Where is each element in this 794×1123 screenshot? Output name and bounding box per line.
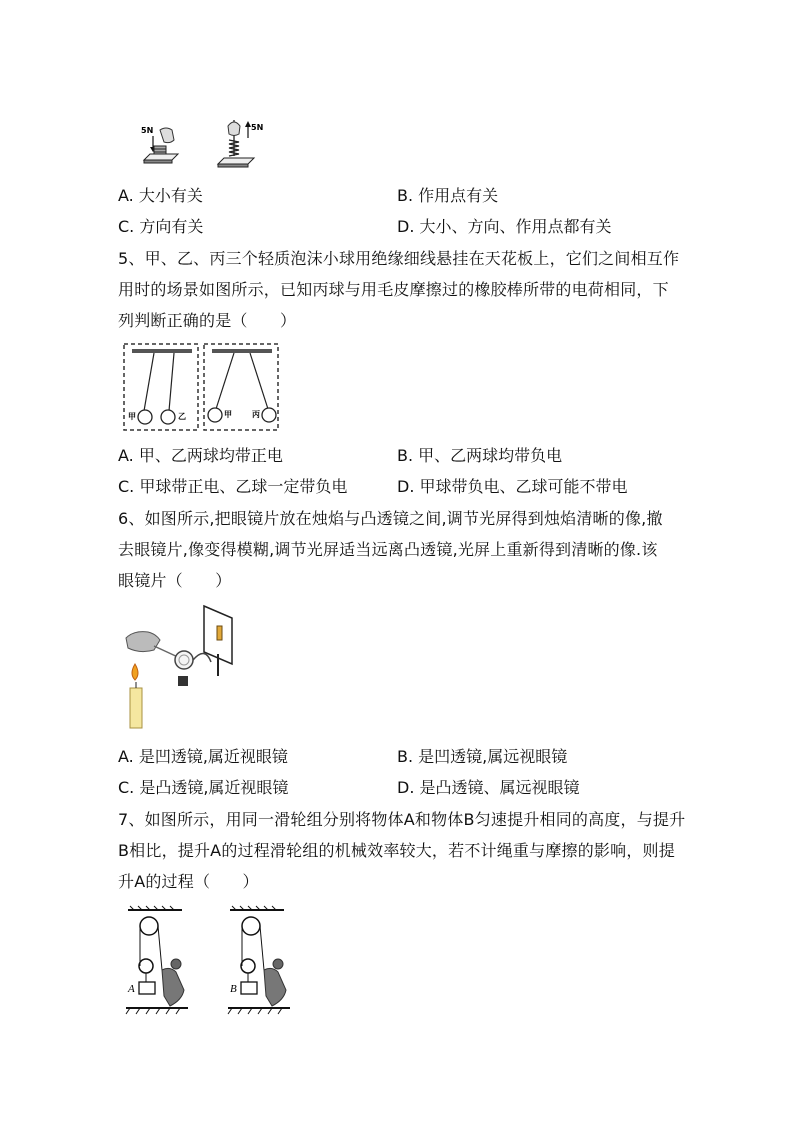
q5-option-a: A. 甲、乙两球均带正电 — [118, 446, 283, 465]
q5-stem-line-3: 列判断正确的是（ ） — [118, 311, 297, 330]
q6-option-c: C. 是凸透镜,属近视眼镜 — [118, 778, 289, 797]
q7-label-b: B — [230, 983, 237, 995]
q5-option-c: C. 甲球带正电、乙球一定带负电 — [118, 477, 348, 496]
q7-figure — [122, 904, 314, 1016]
q4-option-c: C. 方向有关 — [118, 217, 204, 236]
q5-stem-line-2: 用时的场景如图所示，已知丙球与用毛皮摩擦过的橡胶棒所带的电荷相同，下 — [118, 280, 669, 299]
q5-option-d: D. 甲球带负电、乙球可能不带电 — [397, 477, 628, 496]
q4-force-label-right: 5N — [251, 123, 264, 132]
q7-stem-line-1: 7、如图所示，用同一滑轮组分别将物体A和物体B匀速提升相同的高度，与提升 — [118, 810, 686, 829]
q4-figure — [138, 116, 268, 176]
q6-option-d: D. 是凸透镜、属远视眼镜 — [397, 778, 580, 797]
q6-stem-line-3: 眼镜片（ ） — [118, 571, 232, 590]
q6-figure — [120, 602, 242, 734]
q7-label-a: A — [128, 983, 135, 995]
q7-stem-line-2: B相比，提升A的过程滑轮组的机械效率较大，若不计绳重与摩擦的影响，则提 — [118, 841, 675, 860]
q5-stem-line-1: 5、甲、乙、丙三个轻质泡沫小球用绝缘细线悬挂在天花板上，它们之间相互作 — [118, 249, 680, 268]
q5-label-yi: 乙 — [178, 412, 186, 421]
q4-force-label-left: 5N — [141, 126, 154, 135]
q6-stem-line-1: 6、如图所示,把眼镜片放在烛焰与凸透镜之间,调节光屏得到烛焰清晰的像,撤 — [118, 509, 663, 528]
q6-option-a: A. 是凹透镜,属近视眼镜 — [118, 747, 288, 766]
q5-label-jia-2: 甲 — [224, 410, 232, 419]
q4-option-b: B. 作用点有关 — [397, 186, 499, 205]
q4-option-a: A. 大小有关 — [118, 186, 203, 205]
q7-stem-line-3: 升A的过程（ ） — [118, 872, 259, 891]
q5-label-bing: 丙 — [252, 410, 260, 419]
q6-stem-line-2: 去眼镜片,像变得模糊,调节光屏适当远离凸透镜,光屏上重新得到清晰的像.该 — [118, 540, 658, 559]
q5-figure — [122, 341, 282, 433]
q5-label-jia: 甲 — [128, 412, 136, 421]
q6-option-b: B. 是凹透镜,属远视眼镜 — [397, 747, 568, 766]
q4-option-d: D. 大小、方向、作用点都有关 — [397, 217, 612, 236]
q5-option-b: B. 甲、乙两球均带负电 — [397, 446, 563, 465]
